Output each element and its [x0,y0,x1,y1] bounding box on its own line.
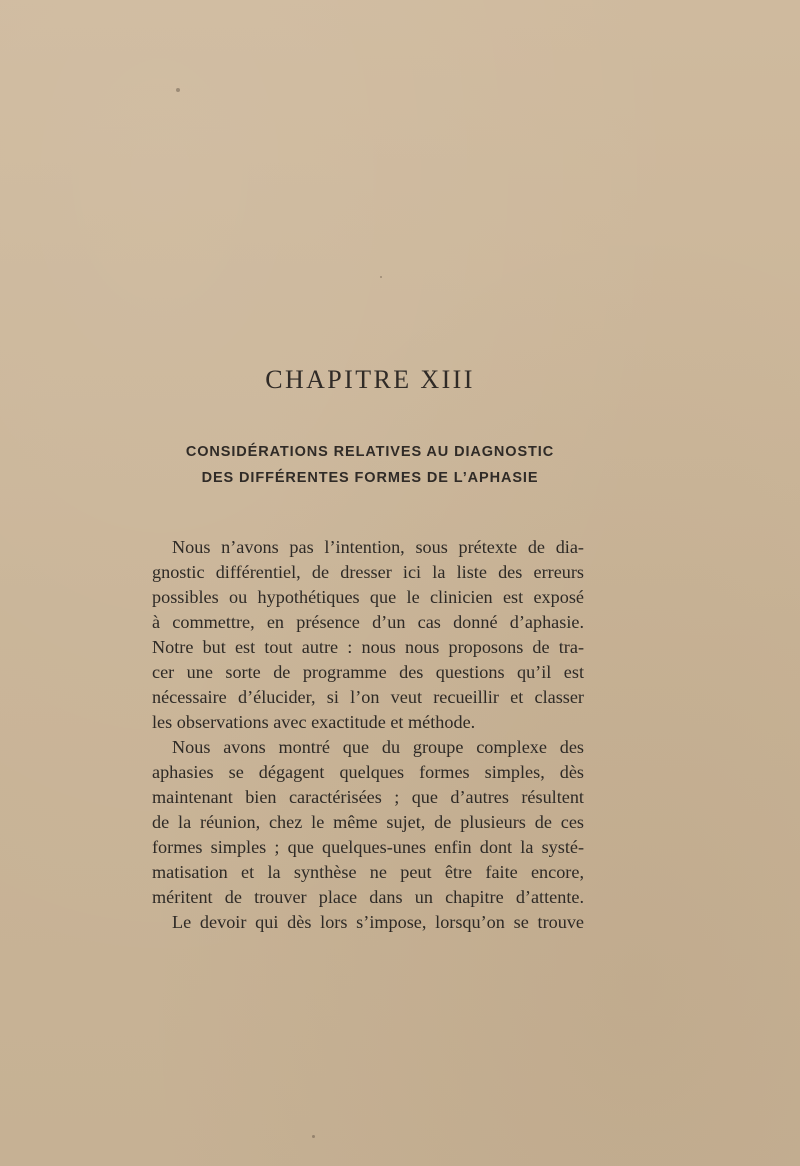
body-line: méritent de trouver place dans un chapitre d’attente. [152,887,584,907]
body-line: Notre but est tout autre : nous nous proposons de tra- [152,637,584,657]
body-line: aphasies se dégagent quelques formes simples, dès [152,762,584,782]
body-line: de la réunion, chez le même sujet, de plusieurs de ces [152,812,584,832]
body-line: formes simples ; que quelques-unes enfin dont la systé- [152,837,584,857]
body-line: Nous n’avons pas l’intention, sous prétexte de dia- [172,537,584,557]
body-line: Le devoir qui dès lors s’impose, lorsqu’on se trouve [172,912,584,932]
body-line: possibles ou hypothétiques que le clinicien est exposé [152,587,584,607]
paper-speck [380,276,382,278]
body-line: Nous avons montré que du groupe complexe des [172,737,584,757]
paper-speck [312,1135,315,1138]
body-line: nécessaire d’élucider, si l’on veut recueillir et classer [152,687,584,707]
body-line: maintenant bien caractérisées ; que d’autres résultent [152,787,584,807]
chapter-subtitle-line-2: DES DIFFÉRENTES FORMES DE L’APHASIE [201,470,539,486]
body-line: matisation et la synthèse ne peut être faite encore, [152,862,584,882]
body-line: gnostic différentiel, de dresser ici la liste des erreurs [152,562,584,582]
chapter-title: CHAPITRE XIII [265,365,475,394]
body-line: à commettre, en présence d’un cas donné d’aphasie. [152,612,584,632]
chapter-subtitle-line-1: CONSIDÉRATIONS RELATIVES AU DIAGNOSTIC [185,444,555,460]
body-text [152,535,584,935]
paper-speck [176,88,180,92]
body-line: les observations avec exactitude et méthode. [152,712,476,732]
body-line: cer une sorte de programme des questions qu’il est [152,662,584,682]
